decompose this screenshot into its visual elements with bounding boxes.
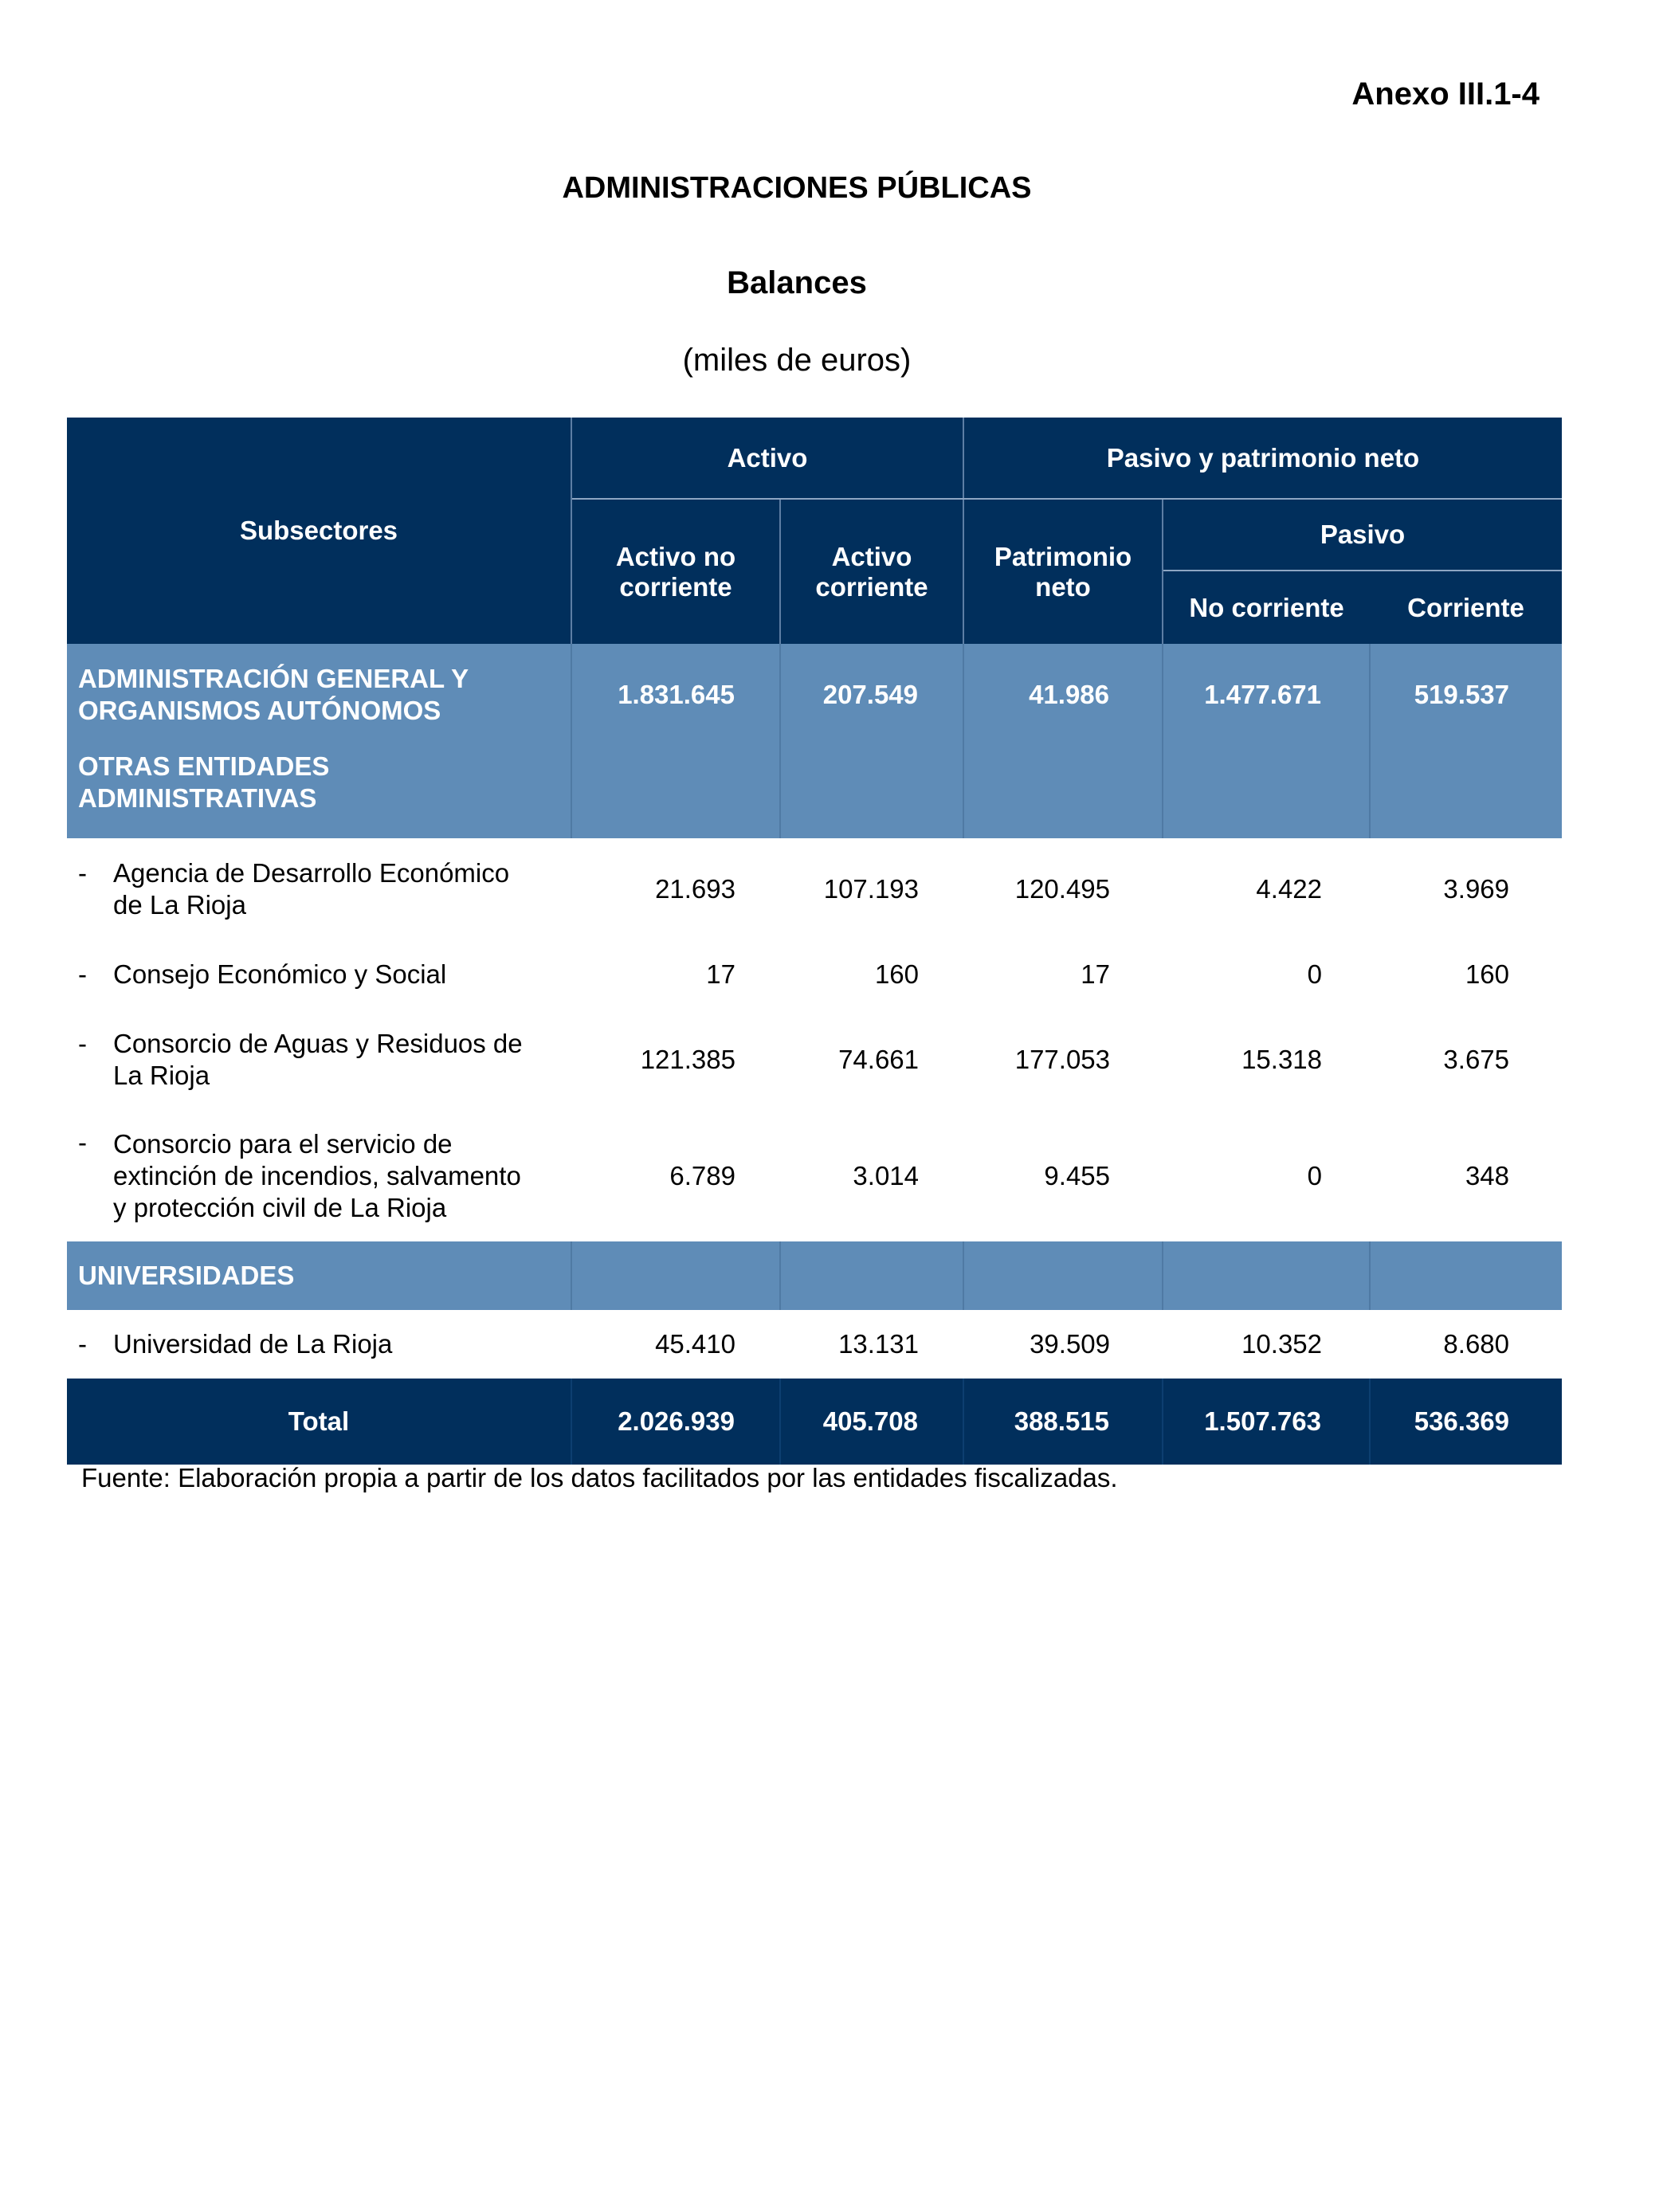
section-row-otras-entidades [67, 746, 1562, 838]
total-row [67, 1379, 1562, 1465]
header-activo-no-corriente-line1: Activo no [615, 541, 736, 571]
page-subtitle: Balances [727, 265, 867, 300]
header-activo: Activo [571, 418, 963, 499]
cell-patrimonio-neto: 177.053 [1014, 1045, 1111, 1074]
cell-activo-no-corriente: 21.693 [655, 874, 735, 904]
cell-activo-corriente: 207.549 [780, 644, 963, 746]
header-patrimonio-neto-line2: neto [1035, 571, 1091, 602]
row-label-line: Consorcio de Aguas y Residuos de [113, 1029, 523, 1058]
bullet-dash: - [78, 1128, 87, 1157]
row-label [67, 1310, 571, 1379]
cell-pasivo-no-corriente: 10.352 [1241, 1329, 1323, 1359]
table-row [67, 1009, 1562, 1111]
header-subsectores: Subsectores [67, 418, 571, 644]
cell-pasivo-no-corriente: 4.422 [1256, 874, 1323, 904]
section-label-line: ORGANISMOS AUTÓNOMOS [78, 696, 441, 725]
row-label-line: Universidad de La Rioja [113, 1329, 393, 1359]
cell-activo-corriente: 74.661 [838, 1045, 920, 1074]
section-label-administracion-general [67, 644, 571, 746]
table-body [67, 644, 1562, 1465]
header-activo-corriente-line2: corriente [815, 571, 928, 602]
header-pasivo-corriente: Corriente [1370, 571, 1562, 644]
cell-pasivo-no-corriente: 0 [1307, 1161, 1323, 1190]
header-activo-corriente [780, 499, 963, 644]
cell-patrimonio-neto: 39.509 [1030, 1329, 1111, 1359]
cell-pasivo-corriente: 3.675 [1443, 1045, 1510, 1074]
row-label [67, 1111, 571, 1241]
section-label-otras-entidades [67, 746, 571, 838]
row-label-line: Consejo Económico y Social [113, 959, 447, 989]
header-activo-no-corriente-line2: corriente [619, 571, 732, 602]
row-label-line: extinción de incendios, salvamento [113, 1161, 521, 1190]
cell-pasivo-corriente: 348 [1465, 1161, 1510, 1190]
total-activo-corriente: 405.708 [780, 1379, 963, 1465]
bullet-dash: - [78, 858, 87, 888]
cell-activo-no-corriente: 1.831.645 [571, 644, 780, 746]
total-label: Total [67, 1379, 571, 1465]
cell-patrimonio-neto: 9.455 [1044, 1161, 1111, 1190]
section-label-universidades: UNIVERSIDADES [67, 1241, 571, 1310]
header-activo-no-corriente [571, 499, 780, 644]
row-label-line: La Rioja [113, 1061, 210, 1090]
cell-patrimonio-neto: 120.495 [1014, 874, 1111, 904]
table-row [67, 1111, 1562, 1241]
total-activo-no-corriente: 2.026.939 [571, 1379, 780, 1465]
cell-pasivo-no-corriente: 1.477.671 [1163, 644, 1370, 746]
row-label-line: y protección civil de La Rioja [113, 1193, 447, 1222]
header-pasivo-no-corriente: No corriente [1163, 571, 1370, 644]
cell-pasivo-no-corriente: 0 [1307, 959, 1323, 989]
row-label [67, 940, 571, 1009]
table-row [67, 838, 1562, 940]
cell-activo-no-corriente: 6.789 [669, 1161, 735, 1190]
bullet-dash: - [78, 959, 87, 989]
row-label [67, 838, 571, 940]
cell-activo-corriente: 107.193 [823, 874, 920, 904]
cell-pasivo-corriente: 8.680 [1443, 1329, 1510, 1359]
total-pasivo-no-corriente: 1.507.763 [1163, 1379, 1370, 1465]
row-label-line: de La Rioja [113, 890, 246, 920]
cell-activo-corriente: 13.131 [838, 1329, 920, 1359]
cell-activo-no-corriente: 121.385 [640, 1045, 735, 1074]
cell-activo-corriente: 160 [874, 959, 920, 989]
annex-number: Anexo III.1-4 [1351, 76, 1540, 112]
row-label [67, 1009, 571, 1111]
header-activo-corriente-line1: Activo [831, 541, 912, 571]
section-label-line: OTRAS ENTIDADES [78, 751, 330, 781]
cell-patrimonio-neto: 41.986 [963, 644, 1163, 746]
table-row [67, 1310, 1562, 1379]
section-row-administracion-general [67, 644, 1562, 746]
units-label: (miles de euros) [682, 343, 912, 378]
section-label-line: ADMINISTRACIÓN GENERAL Y [78, 664, 469, 693]
cell-pasivo-no-corriente: 15.318 [1241, 1045, 1323, 1074]
source-note: Fuente: Elaboración propia a partir de los datos facilitados por las entidades fiscalizadas. [81, 1463, 1118, 1492]
cell-activo-no-corriente: 45.410 [655, 1329, 735, 1359]
row-label-line: Consorcio para el servicio de [113, 1129, 453, 1159]
page-title: ADMINISTRACIONES PÚBLICAS [562, 171, 1032, 205]
section-row-universidades [67, 1241, 1562, 1310]
table-header [67, 418, 1562, 644]
header-patrimonio-neto [963, 499, 1163, 644]
table-row [67, 940, 1562, 1009]
header-patrimonio-neto-line1: Patrimonio [994, 541, 1132, 571]
cell-patrimonio-neto: 17 [1081, 959, 1111, 989]
balances-table [67, 418, 1562, 1465]
header-pasivo-patrimonio: Pasivo y patrimonio neto [963, 418, 1562, 499]
cell-pasivo-corriente: 519.537 [1370, 644, 1562, 746]
section-label-line: ADMINISTRATIVAS [78, 783, 317, 813]
cell-pasivo-corriente: 160 [1465, 959, 1510, 989]
total-patrimonio-neto: 388.515 [963, 1379, 1163, 1465]
cell-activo-no-corriente: 17 [706, 959, 735, 989]
header-pasivo: Pasivo [1163, 499, 1562, 571]
bullet-dash: - [78, 1329, 87, 1359]
cell-pasivo-corriente: 3.969 [1443, 874, 1510, 904]
cell-activo-corriente: 3.014 [853, 1161, 920, 1190]
row-label-line: Agencia de Desarrollo Económico [113, 858, 510, 888]
bullet-dash: - [78, 1029, 87, 1058]
total-pasivo-corriente: 536.369 [1370, 1379, 1562, 1465]
